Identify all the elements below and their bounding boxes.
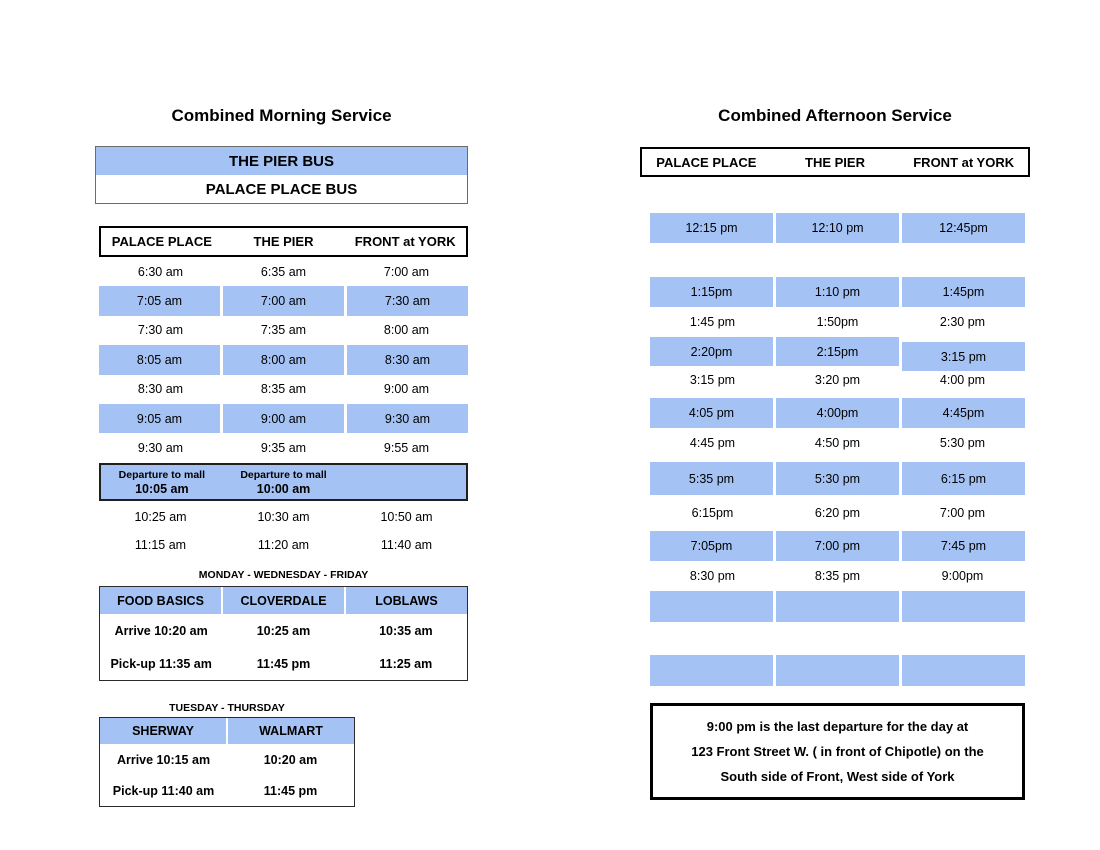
column-header: THE PIER — [253, 234, 314, 249]
morning-time-row — [99, 433, 468, 462]
food-basics-table — [99, 586, 468, 681]
afternoon-empty-row — [650, 591, 1025, 622]
time-cell: 11:40 am — [380, 538, 433, 552]
time-cell: 7:30 am — [137, 323, 184, 338]
column-header: THE PIER — [805, 154, 865, 170]
time-cell: 11:45 pm — [256, 656, 311, 671]
time-cell: 4:45 pm — [689, 436, 736, 450]
note-line: South side of Front, West side of York — [720, 769, 955, 784]
time-cell: 10:25 am — [134, 510, 187, 524]
morning-table-header — [99, 226, 468, 257]
sherway-table-row — [100, 775, 354, 806]
morning-times-table — [99, 257, 468, 463]
sherway-table-row — [100, 744, 354, 775]
time-cell: 8:05 am — [99, 345, 220, 374]
time-cell: 12:10 pm — [773, 213, 899, 243]
time-cell: Arrive 10:20 am — [114, 623, 208, 638]
time-cell: 7:05pm — [650, 531, 773, 561]
afternoon-time-row — [650, 428, 1025, 458]
food-table-row — [100, 614, 467, 647]
time-cell — [773, 591, 899, 622]
time-cell: 12:15 pm — [650, 213, 773, 243]
afternoon-time-row — [650, 495, 1025, 531]
time-cell: 10:30 am — [257, 510, 310, 524]
time-cell: 1:45 pm — [689, 315, 736, 329]
time-cell: 10:35 am — [379, 623, 433, 638]
time-cell: 2:30 pm — [939, 315, 986, 329]
note-box — [650, 703, 1025, 800]
time-cell: 6:20 pm — [814, 506, 861, 520]
time-cell: 1:50pm — [816, 315, 859, 329]
morning-title: Combined Morning Service — [171, 106, 392, 125]
time-cell: 9:30 am — [137, 441, 184, 456]
time-cell — [650, 655, 773, 686]
time-cell — [650, 591, 773, 622]
time-cell: 7:00 pm — [939, 506, 986, 520]
time-cell: 3:15 pm — [689, 373, 736, 387]
time-cell: 4:05 pm — [650, 398, 773, 428]
time-cell: 9:00pm — [941, 569, 984, 583]
time-cell: 8:30 pm — [689, 569, 736, 583]
time-cell: 4:45pm — [899, 398, 1025, 428]
time-cell: 11:45 pm — [263, 783, 318, 798]
time-cell: 1:10 pm — [773, 277, 899, 307]
column-header: LOBLAWS — [344, 587, 467, 614]
time-cell — [773, 655, 899, 686]
mall-departure-cell — [101, 465, 223, 499]
afternoon-time-row — [650, 213, 1025, 243]
time-cell: 10:50 am — [380, 510, 433, 524]
time-cell: 9:35 am — [260, 441, 307, 456]
time-cell: 6:15 pm — [899, 462, 1025, 495]
morning-time-row — [99, 345, 468, 374]
time-cell: 5:35 pm — [650, 462, 773, 495]
time-cell: 9:00 am — [383, 382, 430, 397]
time-cell: 1:45pm — [899, 277, 1025, 307]
time-cell: 11:20 am — [257, 538, 310, 552]
time-cell: 11:15 am — [134, 538, 187, 552]
column-header: SHERWAY — [132, 724, 194, 738]
column-header: PALACE PLACE — [656, 154, 757, 170]
pier-bus-label: THE PIER BUS — [96, 147, 467, 175]
column-header: FOOD BASICS — [117, 593, 204, 608]
time-cell: 1:15pm — [650, 277, 773, 307]
time-cell: 12:45pm — [899, 213, 1025, 243]
time-cell: 9:00 am — [220, 404, 344, 433]
mall-departure-label: Departure to mall — [240, 468, 327, 481]
time-cell: 9:05 am — [99, 404, 220, 433]
time-cell: 4:00pm — [773, 398, 899, 428]
time-cell: 7:35 am — [260, 323, 307, 338]
mall-departure-time: 10:00 am — [256, 481, 311, 496]
time-cell: 6:15pm — [691, 506, 734, 520]
note-line: 123 Front Street W. ( in front of Chipotle) on the — [691, 744, 984, 759]
time-cell: 6:35 am — [260, 264, 307, 279]
time-cell — [899, 591, 1025, 622]
sherway-table-header — [100, 718, 354, 744]
column-header: CLOVERDALE — [221, 587, 344, 614]
afternoon-time-row — [650, 337, 1025, 366]
time-cell: 7:00 pm — [773, 531, 899, 561]
time-cell: 7:45 pm — [899, 531, 1025, 561]
time-cell: 5:30 pm — [939, 436, 986, 450]
time-cell: 10:20 am — [263, 752, 318, 767]
mall-departure-cell — [223, 465, 345, 499]
mall-departure-row — [99, 463, 468, 501]
time-cell: 9:55 am — [383, 441, 430, 456]
sherway-table — [99, 717, 355, 807]
time-cell: Arrive 10:15 am — [116, 752, 211, 767]
tuesday-thursday-label: TUESDAY - THURSDAY — [169, 702, 285, 714]
morning-time-row — [99, 503, 468, 531]
afternoon-time-row — [650, 307, 1025, 337]
mwf-label: MONDAY - WEDNESDAY - FRIDAY — [198, 569, 369, 581]
afternoon-table-header — [640, 147, 1030, 177]
afternoon-empty-row — [650, 655, 1025, 686]
time-cell: 8:35 am — [260, 382, 307, 397]
pier-bus-box — [95, 146, 468, 204]
time-cell: 8:00 am — [383, 323, 430, 338]
food-table-row — [100, 647, 467, 680]
time-cell — [899, 655, 1025, 686]
morning-time-row — [99, 375, 468, 404]
afternoon-time-row — [650, 531, 1025, 561]
mall-departure-time: 10:05 am — [135, 481, 189, 496]
palace-place-bus-label: PALACE PLACE BUS — [205, 180, 358, 198]
time-cell: 5:30 pm — [773, 462, 899, 495]
time-cell: 7:05 am — [99, 286, 220, 315]
time-cell: 10:25 am — [256, 623, 311, 638]
time-cell: 8:35 pm — [814, 569, 861, 583]
afternoon-time-row — [650, 277, 1025, 307]
morning-time-row — [99, 531, 468, 559]
mall-departure-empty-cell — [344, 465, 466, 499]
time-cell: 6:30 am — [137, 264, 184, 279]
time-cell: 7:00 am — [383, 264, 430, 279]
afternoon-title: Combined Afternoon Service — [718, 106, 952, 125]
time-cell: 2:20pm — [650, 337, 773, 366]
morning-time-row — [99, 286, 468, 315]
time-cell: 8:30 am — [137, 382, 184, 397]
time-cell: 4:50 pm — [814, 436, 861, 450]
time-cell: 4:00 pm — [939, 373, 986, 387]
time-cell: 7:30 am — [344, 286, 468, 315]
morning-time-row — [99, 257, 468, 286]
time-cell: Pick-up 11:35 am — [110, 656, 212, 671]
time-cell: 8:00 am — [220, 345, 344, 374]
time-cell: 9:30 am — [344, 404, 468, 433]
column-header: FRONT at YORK — [913, 154, 1015, 170]
time-cell: 3:15 pm — [899, 342, 1025, 371]
time-cell: 3:20 pm — [814, 373, 861, 387]
column-header: PALACE PLACE — [111, 234, 212, 249]
column-header: WALMART — [226, 718, 354, 744]
time-cell: Pick-up 11:40 am — [112, 783, 215, 798]
time-cell: 11:25 am — [379, 656, 433, 671]
food-table-header — [100, 587, 467, 614]
time-cell: 8:30 am — [344, 345, 468, 374]
morning-late-times — [99, 503, 468, 559]
note-line: 9:00 pm is the last departure for the day at — [706, 719, 969, 734]
mall-departure-label: Departure to mall — [118, 468, 206, 481]
afternoon-time-row — [650, 561, 1025, 591]
afternoon-time-row — [650, 398, 1025, 428]
afternoon-time-row — [650, 462, 1025, 495]
morning-time-row — [99, 404, 468, 433]
time-cell: 2:15pm — [773, 337, 899, 366]
afternoon-time-row — [650, 366, 1025, 394]
morning-time-row — [99, 316, 468, 345]
column-header: FRONT at YORK — [354, 234, 456, 249]
time-cell: 7:00 am — [220, 286, 344, 315]
